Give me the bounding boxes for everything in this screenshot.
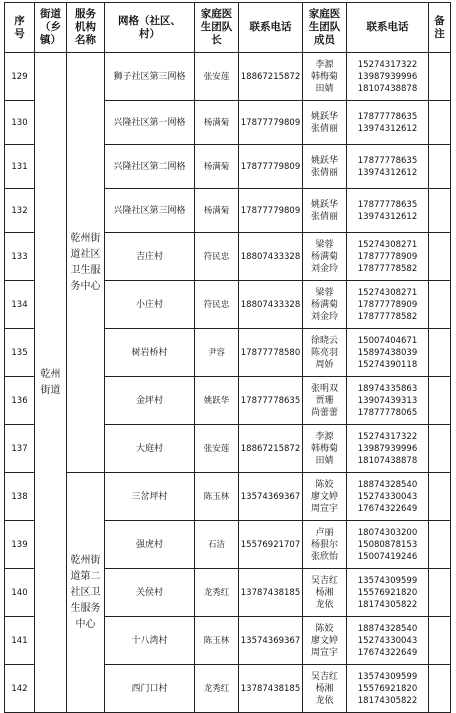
member-phones [347, 329, 429, 377]
leader-phone: 13787438185 [239, 665, 303, 713]
member-phone: 15080878153 [357, 539, 418, 550]
team-leader: 张安莲 [195, 53, 239, 101]
team-members [303, 377, 347, 425]
team-members [303, 521, 347, 569]
team-member-name: 吴吉红 [310, 671, 338, 682]
leader-phone: 17877778635 [239, 377, 303, 425]
team-members [303, 569, 347, 617]
grid-name: 吉庄村 [105, 233, 195, 281]
grid-name: 十八湾村 [105, 617, 195, 665]
header-member-phones: 联系电话 [347, 3, 429, 53]
team-member-name: 卢丽 [315, 527, 334, 538]
row-seq: 130 [5, 101, 35, 145]
team-member-name: 姚跃华 [310, 155, 338, 166]
team-leader: 龙秀红 [195, 665, 239, 713]
team-leader: 陈玉林 [195, 617, 239, 665]
team-member-name: 廖文婷 [310, 491, 338, 502]
team-member-name: 杨湘 [315, 587, 334, 598]
member-phones [347, 665, 429, 713]
team-members [303, 329, 347, 377]
member-phone: 15007419246 [357, 551, 418, 562]
team-leader: 龙秀红 [195, 569, 239, 617]
team-members [303, 53, 347, 101]
team-member-name: 杨满菊 [310, 251, 338, 262]
leader-phone: 17877779809 [239, 189, 303, 233]
member-phone: 13974312612 [357, 167, 418, 178]
row-seq: 139 [5, 521, 35, 569]
team-member-name: 李源 [315, 431, 334, 442]
row-seq: 134 [5, 281, 35, 329]
team-member-name: 姚跃华 [310, 111, 338, 122]
grid-name: 关侯村 [105, 569, 195, 617]
member-phone: 15274308271 [357, 287, 418, 298]
remark-cell [429, 233, 451, 281]
org-name: 乾州街 道社区 卫生服 务中心 [70, 232, 101, 292]
member-phone: 18974335863 [357, 383, 418, 394]
leader-phone: 13574369367 [239, 617, 303, 665]
leader-phone: 17877779809 [239, 101, 303, 145]
member-phones [347, 145, 429, 189]
remark-cell [429, 617, 451, 665]
member-phone: 18174305822 [357, 599, 418, 610]
team-members [303, 101, 347, 145]
row-seq: 136 [5, 377, 35, 425]
member-phones [347, 189, 429, 233]
remark-cell [429, 569, 451, 617]
team-leader: 杨满菊 [195, 145, 239, 189]
member-phone: 17877778635 [357, 199, 418, 210]
remark-cell [429, 425, 451, 473]
header-row [5, 3, 451, 53]
team-member-name: 姚跃华 [310, 199, 338, 210]
grid-name: 兴隆社区第三网格 [105, 189, 195, 233]
row-seq: 140 [5, 569, 35, 617]
leader-phone: 18867215872 [239, 425, 303, 473]
team-member-name: 张倩丽 [310, 123, 338, 134]
member-phone: 13974312612 [357, 123, 418, 134]
team-leader: 符民忠 [195, 233, 239, 281]
team-members [303, 233, 347, 281]
remark-cell [429, 101, 451, 145]
member-phones [347, 53, 429, 101]
member-phone: 15274390118 [357, 359, 418, 370]
member-phones [347, 233, 429, 281]
team-members [303, 473, 347, 521]
grid-name: 大庭村 [105, 425, 195, 473]
row-seq: 141 [5, 617, 35, 665]
team-leader: 尹容 [195, 329, 239, 377]
table-row [5, 473, 451, 521]
team-member-name: 田婧 [315, 83, 334, 94]
remark-cell [429, 473, 451, 521]
member-phone: 17877778065 [357, 407, 418, 418]
member-phone: 17877778635 [357, 111, 418, 122]
team-member-name: 刘金玲 [310, 311, 338, 322]
team-member-name: 李源 [315, 59, 334, 70]
team-leader: 符民忠 [195, 281, 239, 329]
team-members [303, 665, 347, 713]
member-phone: 18074303200 [357, 527, 418, 538]
leader-phone: 17877778580 [239, 329, 303, 377]
team-leader: 杨满菊 [195, 189, 239, 233]
member-phones [347, 377, 429, 425]
member-phone: 18874328540 [357, 479, 418, 490]
row-seq: 137 [5, 425, 35, 473]
leader-phone: 18867215872 [239, 53, 303, 101]
member-phones [347, 569, 429, 617]
leader-phone: 13574369367 [239, 473, 303, 521]
member-phones [347, 473, 429, 521]
team-leader: 杨满菊 [195, 101, 239, 145]
member-phone: 15274317322 [357, 59, 418, 70]
team-members [303, 617, 347, 665]
remark-cell [429, 665, 451, 713]
row-seq: 131 [5, 145, 35, 189]
grid-name: 三岔坪村 [105, 473, 195, 521]
member-phones [347, 281, 429, 329]
member-phone: 13974312612 [357, 211, 418, 222]
grid-name: 兴隆社区第二网格 [105, 145, 195, 189]
remark-cell [429, 145, 451, 189]
member-phone: 15897438039 [357, 347, 418, 358]
team-member-name: 韩梅菊 [310, 443, 338, 454]
header-members: 家庭医 生团队 成员 [303, 3, 347, 53]
team-leader: 石洁 [195, 521, 239, 569]
member-phones [347, 101, 429, 145]
team-leader: 陈玉林 [195, 473, 239, 521]
table-row [5, 53, 451, 101]
member-phone: 18107438878 [357, 455, 418, 466]
row-seq: 133 [5, 233, 35, 281]
remark-cell [429, 53, 451, 101]
member-phones [347, 521, 429, 569]
member-phone: 15576921820 [357, 587, 418, 598]
header-leader: 家庭医 生团队 长 [195, 3, 239, 53]
team-member-name: 杨湘 [315, 683, 334, 694]
member-phone: 15274317322 [357, 431, 418, 442]
row-seq: 132 [5, 189, 35, 233]
member-phone: 13574309599 [357, 671, 418, 682]
member-phone: 18174305822 [357, 695, 418, 706]
team-members [303, 145, 347, 189]
team-member-name: 刘金玲 [310, 263, 338, 274]
member-phone: 17877778635 [357, 155, 418, 166]
team-member-name: 尚蕾蕾 [310, 407, 338, 418]
leader-phone: 15576921707 [239, 521, 303, 569]
team-member-name: 韩梅菊 [310, 71, 338, 82]
org-name-cell [67, 53, 105, 473]
team-member-name: 陈姣 [315, 623, 334, 634]
member-phone: 18107438878 [357, 83, 418, 94]
team-leader: 姚跃华 [195, 377, 239, 425]
header-phone: 联系电话 [239, 3, 303, 53]
leader-phone: 18807433328 [239, 281, 303, 329]
team-member-name: 张倩丽 [310, 211, 338, 222]
remark-cell [429, 377, 451, 425]
team-member-name: 张倩丽 [310, 167, 338, 178]
member-phone: 15274308271 [357, 239, 418, 250]
member-phone: 13574309599 [357, 575, 418, 586]
team-member-name: 龙依 [315, 695, 334, 706]
grid-name: 强虎村 [105, 521, 195, 569]
team-member-name: 陈亮羽 [310, 347, 338, 358]
grid-name: 金坪村 [105, 377, 195, 425]
team-member-name: 杨满菊 [310, 299, 338, 310]
remark-cell [429, 521, 451, 569]
grid-name: 树岩桥村 [105, 329, 195, 377]
org-name-cell [67, 473, 105, 713]
grid-name: 兴隆社区第一网格 [105, 101, 195, 145]
family-doctor-table [4, 2, 451, 713]
team-member-name: 廖文婷 [310, 635, 338, 646]
member-phone: 15274330043 [357, 635, 418, 646]
row-seq: 142 [5, 665, 35, 713]
member-phone: 13987939996 [357, 71, 418, 82]
team-member-name: 周宣宇 [310, 503, 338, 514]
team-member-name: 徐晓云 [310, 335, 338, 346]
row-seq: 138 [5, 473, 35, 521]
team-member-name: 周娇 [315, 359, 334, 370]
member-phone: 17877778909 [357, 299, 418, 310]
header-street: 街道（乡 镇） [35, 3, 67, 53]
team-member-name: 张欣怡 [310, 551, 338, 562]
member-phone: 15274330043 [357, 491, 418, 502]
member-phone: 17674322649 [357, 647, 418, 658]
row-seq: 129 [5, 53, 35, 101]
team-members [303, 189, 347, 233]
team-members [303, 425, 347, 473]
member-phone: 18874328540 [357, 623, 418, 634]
leader-phone: 13787438185 [239, 569, 303, 617]
remark-cell [429, 281, 451, 329]
table-body [5, 53, 451, 713]
team-members [303, 281, 347, 329]
street-name: 乾州 街道 [40, 368, 61, 396]
member-phone: 17877778909 [357, 251, 418, 262]
grid-name: 西门口村 [105, 665, 195, 713]
team-member-name: 杨狠尔 [310, 539, 338, 550]
team-member-name: 陈姣 [315, 479, 334, 490]
team-member-name: 梁蓉 [315, 287, 334, 298]
leader-phone: 17877779809 [239, 145, 303, 189]
row-seq: 135 [5, 329, 35, 377]
member-phone: 15576921820 [357, 683, 418, 694]
grid-name: 小庄村 [105, 281, 195, 329]
member-phones [347, 425, 429, 473]
team-member-name: 吴吉红 [310, 575, 338, 586]
team-member-name: 龙依 [315, 599, 334, 610]
member-phone: 13987939996 [357, 443, 418, 454]
remark-cell [429, 329, 451, 377]
team-member-name: 田婧 [315, 455, 334, 466]
leader-phone: 18807433328 [239, 233, 303, 281]
member-phone: 17674322649 [357, 503, 418, 514]
team-member-name: 梁蓉 [315, 239, 334, 250]
member-phone: 17877778582 [357, 263, 418, 274]
team-member-name: 张明双 [310, 383, 338, 394]
member-phone: 13907439313 [357, 395, 418, 406]
team-member-name: 周宣宇 [310, 647, 338, 658]
grid-name: 狮子社区第三网格 [105, 53, 195, 101]
member-phones [347, 617, 429, 665]
member-phone: 15007404671 [357, 335, 418, 346]
org-name: 乾州街 道第二 社区卫 生服务 中心 [70, 554, 101, 630]
street-name-cell [35, 53, 67, 713]
remark-cell [429, 189, 451, 233]
member-phone: 17877778582 [357, 311, 418, 322]
header-remark: 备 注 [429, 3, 451, 53]
header-seq: 序 号 [5, 3, 35, 53]
team-leader: 张安莲 [195, 425, 239, 473]
header-grid: 网格（社区、 村） [105, 3, 195, 53]
team-member-name: 贾珊 [315, 395, 334, 406]
header-org: 服务 机构 名称 [67, 3, 105, 53]
